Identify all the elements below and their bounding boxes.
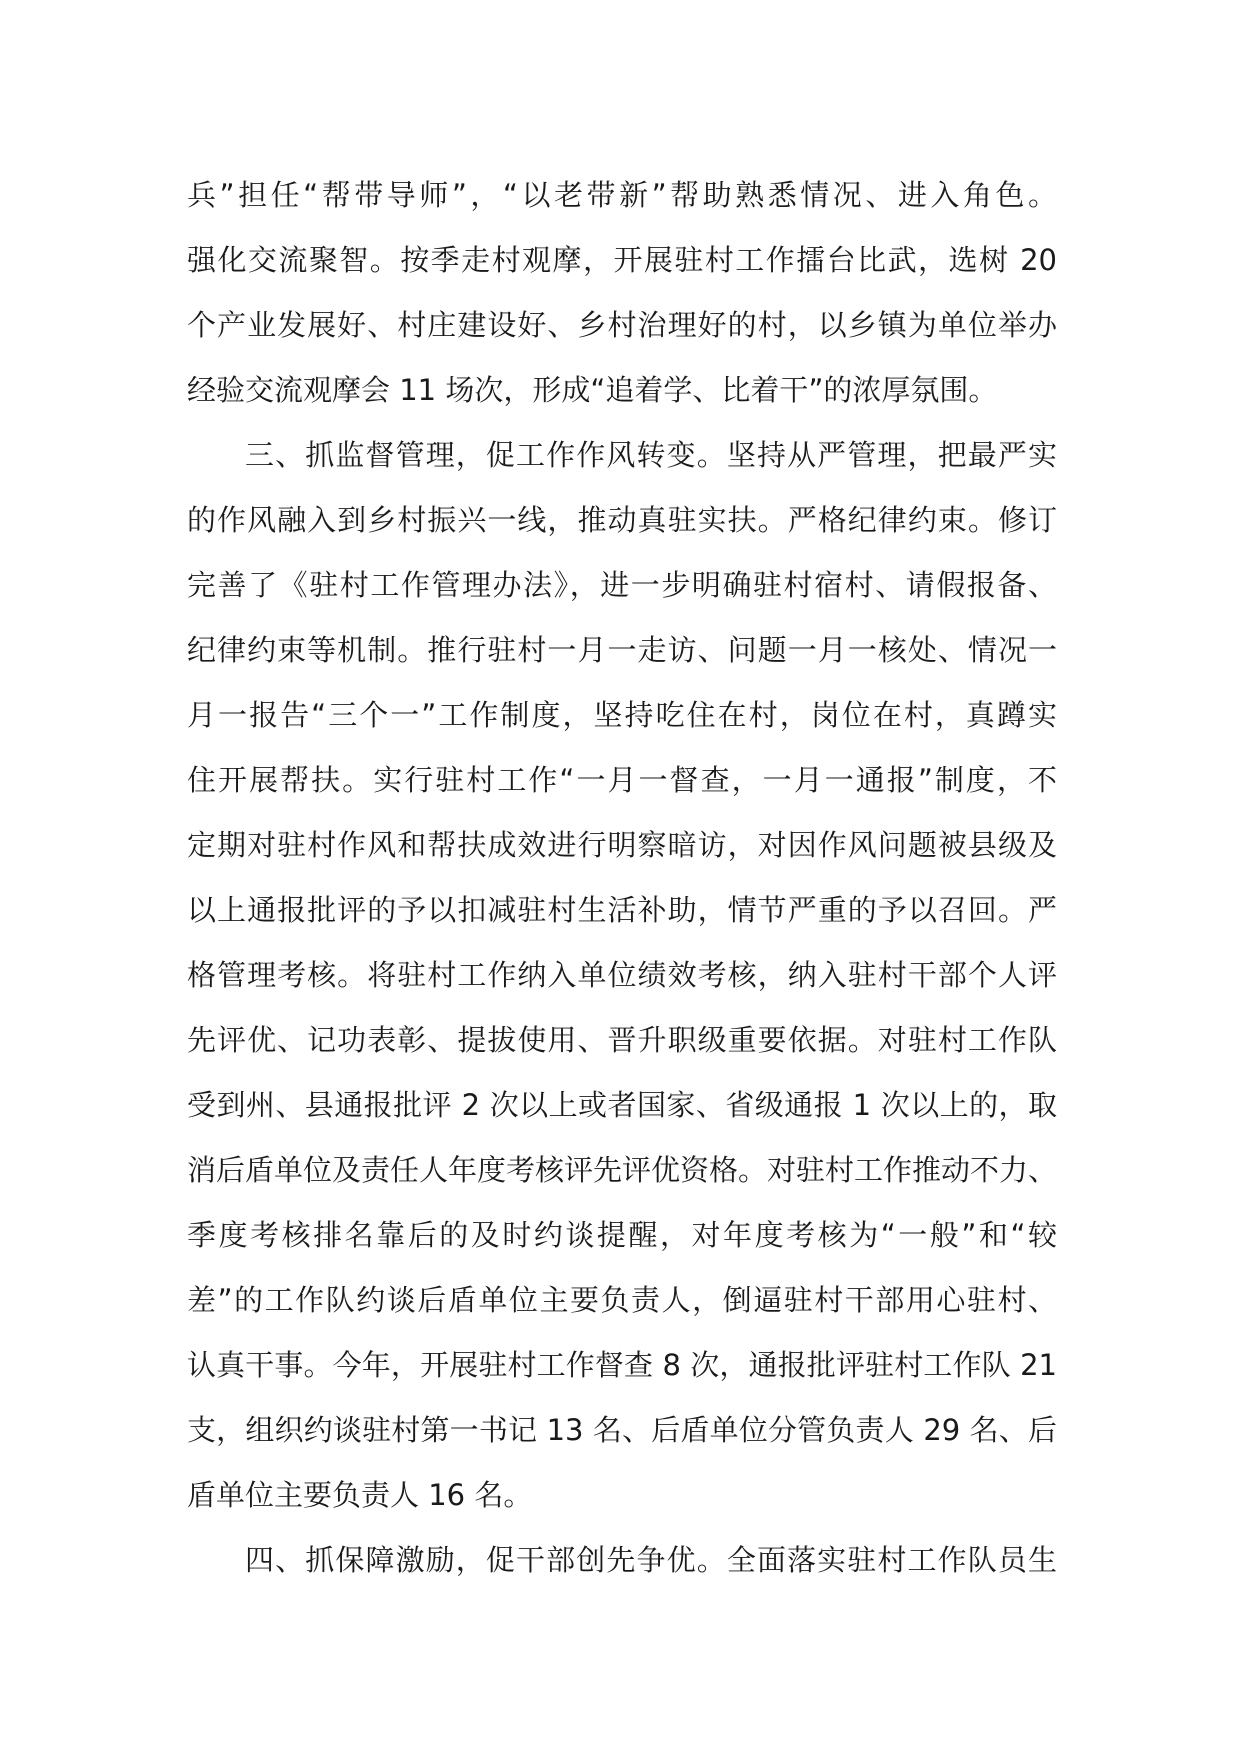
text-line: 月一报告“三个一”工作制度，坚持吃住在村，岗位在村，真蹲实 [187,698,1057,732]
paragraph-start-line: 四、抓保障激励，促干部创先争优。全面落实驻村工作队员生 [245,1543,1057,1577]
text-line: 受到州、县通报批评 2 次以上或者国家、省级通报 1 次以上的，取 [187,1088,1057,1122]
paragraph-start-line: 三、抓监督管理，促工作作风转变。坚持从严管理，把最严实 [245,438,1057,472]
text-line: 格管理考核。将驻村工作纳入单位绩效考核，纳入驻村干部个人评 [187,958,1057,992]
text-line: 完善了《驻村工作管理办法》，进一步明确驻村宿村、请假报备、 [187,568,1057,602]
text-line: 纪律约束等机制。推行驻村一月一走访、问题一月一核处、情况一 [187,633,1057,667]
text-line: 认真干事。今年，开展驻村工作督查 8 次，通报批评驻村工作队 21 [187,1348,1057,1382]
text-line: 以上通报批评的予以扣减驻村生活补助，情节严重的予以召回。严 [187,893,1057,927]
text-line: 经验交流观摩会 11 场次，形成“追着学、比着干”的浓厚氛围。 [187,373,998,407]
text-line: 的作风融入到乡村振兴一线，推动真驻实扶。严格纪律约束。修订 [187,503,1057,537]
text-line: 定期对驻村作风和帮扶成效进行明察暗访，对因作风问题被县级及 [187,828,1057,862]
text-line: 个产业发展好、村庄建设好、乡村治理好的村，以乡镇为单位举办 [187,308,1057,342]
body-text [187,163,1057,1593]
text-line: 盾单位主要负责人 16 名。 [187,1478,533,1512]
text-line: 差”的工作队约谈后盾单位主要负责人，倒逼驻村干部用心驻村、 [187,1283,1057,1317]
text-line: 季度考核排名靠后的及时约谈提醒，对年度考核为“一般”和“较 [187,1218,1057,1252]
text-line: 兵”担任“帮带导师”，“以老带新”帮助熟悉情况、进入角色。 [187,178,1057,212]
text-line: 住开展帮扶。实行驻村工作“一月一督查，一月一通报”制度，不 [187,763,1057,797]
text-line: 消后盾单位及责任人年度考核评先评优资格。对驻村工作推动不力、 [187,1153,1058,1187]
text-line: 支，组织约谈驻村第一书记 13 名、后盾单位分管负责人 29 名、后 [187,1413,1057,1447]
text-line: 先评优、记功表彰、提拔使用、晋升职级重要依据。对驻村工作队 [187,1023,1057,1057]
text-line: 强化交流聚智。按季走村观摩，开展驻村工作擂台比武，选树 20 [187,243,1057,277]
